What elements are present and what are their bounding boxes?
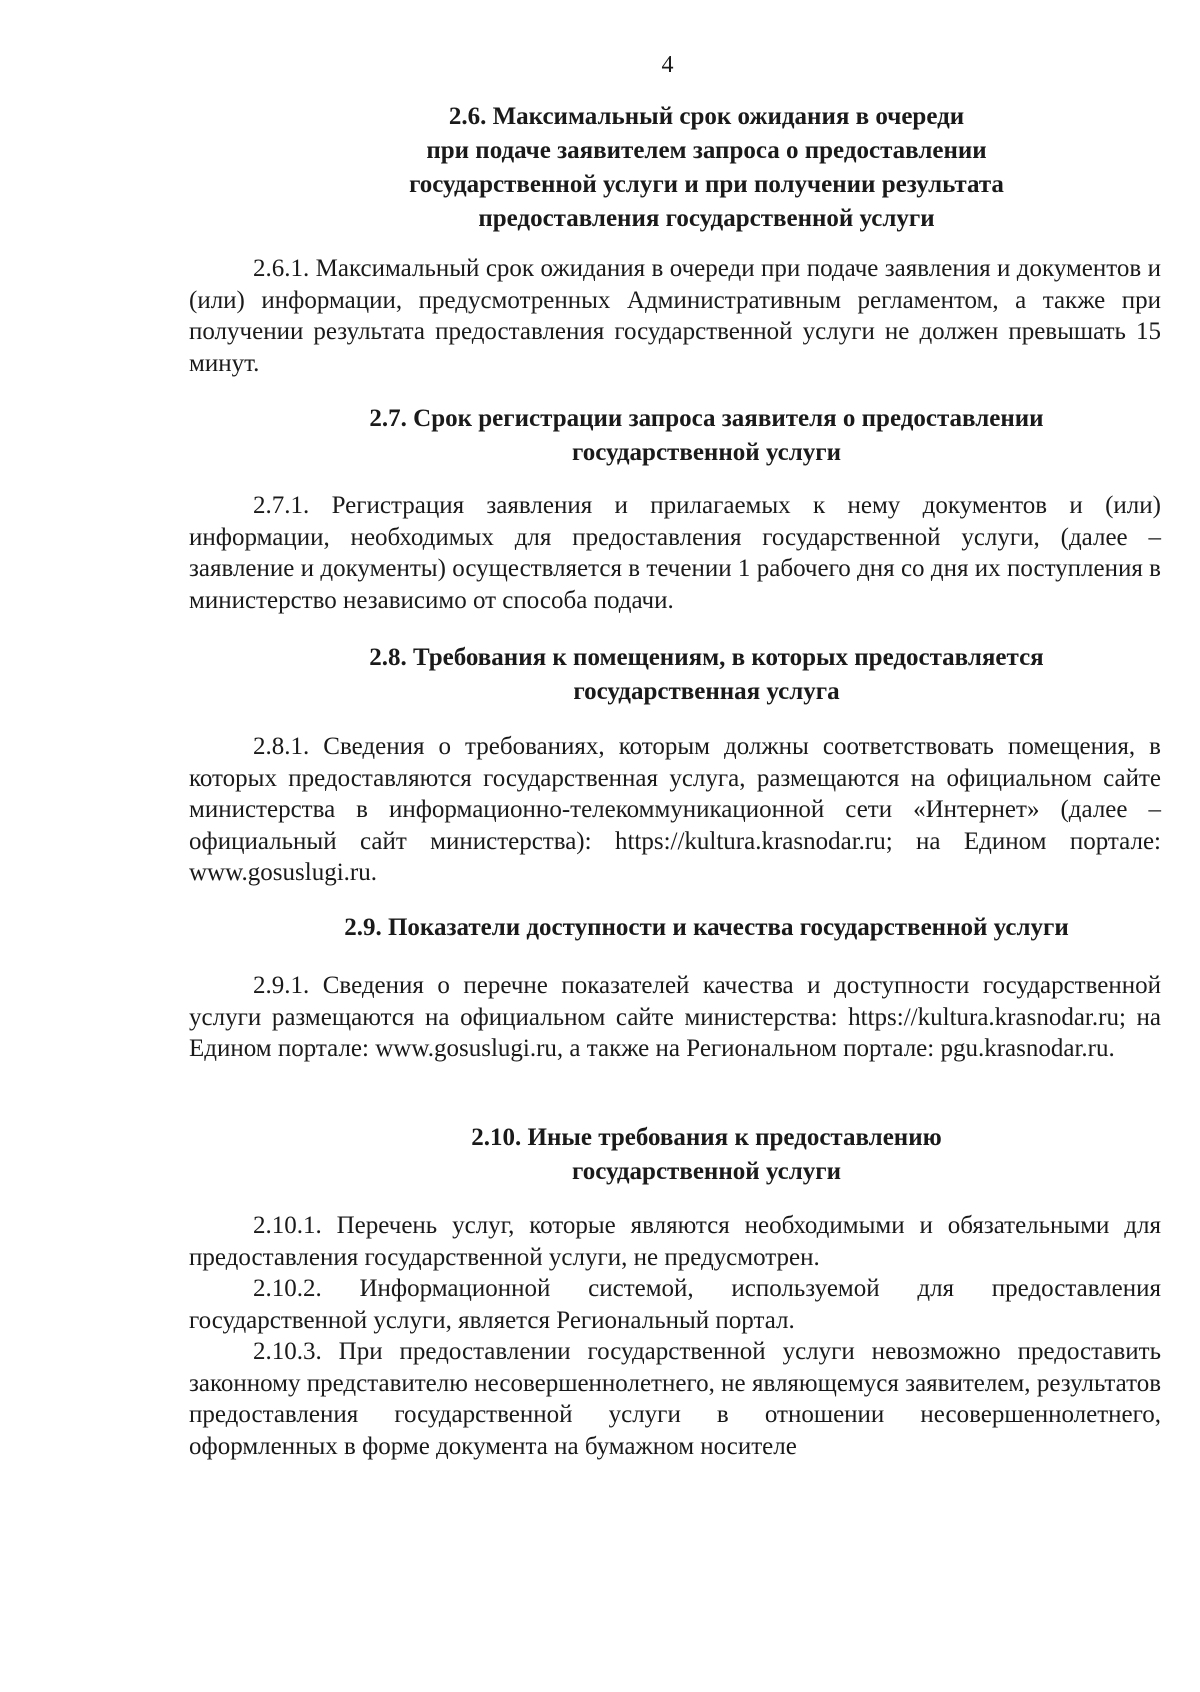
paragraph-2-6-1: 2.6.1. Максимальный срок ожидания в очереди при подаче заявления и документов и (или) информации, предусмотренных Административным регламентом, а также при получении результата предоставления государственной услуги не должен превышать 15 минут. (189, 255, 1161, 377)
section-2-8-heading (189, 641, 1200, 709)
section-2-6-heading (189, 100, 1200, 236)
heading-line: государственной услуги (571, 1158, 842, 1185)
heading-line: государственной услуги и при получении результата (409, 171, 1004, 198)
paragraph-2-7-1: 2.7.1. Регистрация заявления и прилагаемых к нему документов и (или) информации, необходимых для предоставления государственной услуги, (далее – заявление и документы) осуществляется в течении 1 рабочего дня со дня их поступления в министерство независимо от способа подачи. (189, 492, 1161, 614)
paragraph-2-10-2: 2.10.2. Информационной системой, используемой для предоставления государственной услуги, является Региональный портал. (189, 1275, 1161, 1334)
section-2-10-body (189, 1210, 1161, 1462)
paragraph-2-10-1: 2.10.1. Перечень услуг, которые являются необходимыми и обязательными для предоставления государственной услуги, не предусмотрен. (189, 1212, 1161, 1271)
section-2-6-body (189, 253, 1161, 379)
section-2-10-heading (189, 1121, 1200, 1189)
heading-line: 2.10. Иные требования к предоставлению (471, 1124, 942, 1151)
heading-line: при подаче заявителем запроса о предоставлении (426, 137, 987, 164)
paragraph-2-10-3: 2.10.3. При предоставлении государственной услуги невозможно предоставить законному представителю несовершеннолетнего, не являющемуся заявителем, результатов предоставления государственной услуги в отношении несовершеннолетнего, оформленных в форме документа на бумажном носителе (189, 1338, 1161, 1460)
section-2-9-heading (189, 911, 1200, 945)
section-2-7-heading (189, 402, 1200, 470)
page-number: 4 (661, 52, 674, 78)
paragraph-2-8-1: 2.8.1. Сведения о требованиях, которым должны соответствовать помещения, в которых предоставляются государственная услуга, размещаются на официальном сайте министерства в информационно-телекоммуникационной сети «Интернет» (далее – официальный сайт министерства): https://kultura.krasnodar.ru; на Едином портале: www.gosuslugi.ru. (189, 733, 1161, 886)
heading-line: государственной услуги (571, 439, 842, 466)
section-2-7-body (189, 490, 1161, 616)
heading-line: 2.8. Требования к помещениям, в которых предоставляется (369, 644, 1044, 671)
paragraph-2-9-1: 2.9.1. Сведения о перечне показателей качества и доступности государственной услуги размещаются на официальном сайте министерства: https://kultura.krasnodar.ru; на Едином портале: www.gosuslugi.ru, а также на Региональном портале: pgu.krasnodar.ru. (189, 972, 1161, 1062)
heading-line: 2.7. Срок регистрации запроса заявителя о предоставлении (369, 405, 1044, 432)
heading-line: предоставления государственной услуги (478, 205, 935, 232)
section-2-9-body (189, 970, 1161, 1065)
section-2-8-body (189, 731, 1161, 889)
heading-line: 2.6. Максимальный срок ожидания в очереди (448, 103, 965, 130)
heading-line: государственная услуга (573, 678, 840, 705)
heading-line: 2.9. Показатели доступности и качества государственной услуги (344, 914, 1069, 941)
